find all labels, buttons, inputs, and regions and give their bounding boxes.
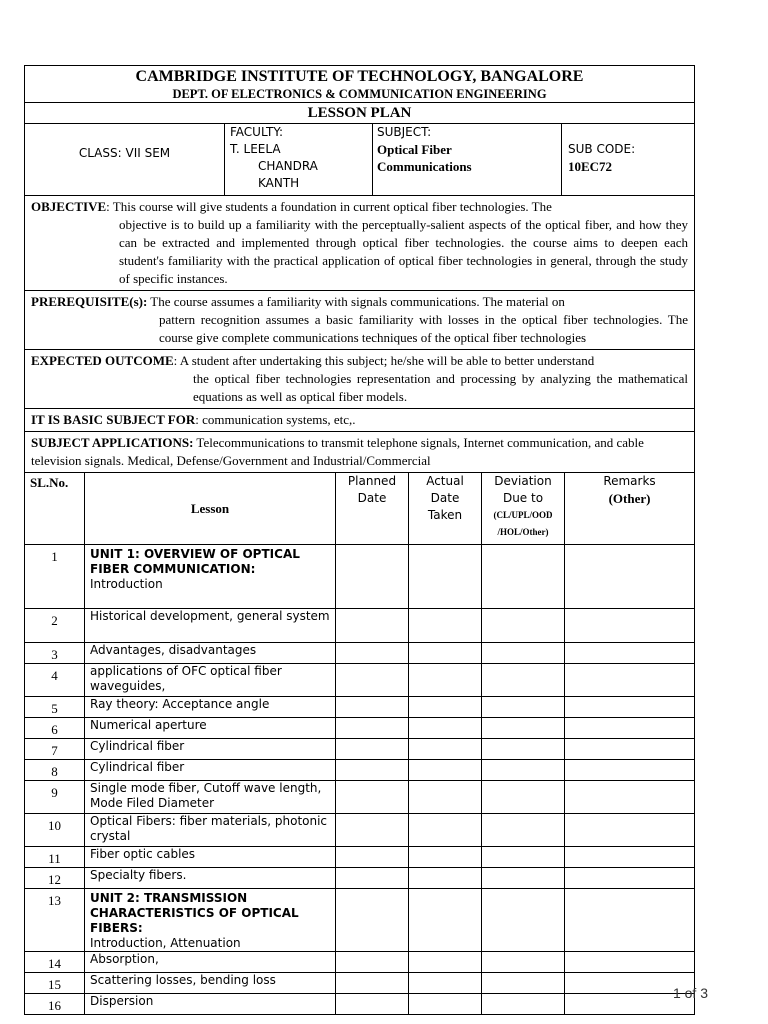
- row-number: 2: [25, 609, 85, 643]
- col-header-slno: SL.No.: [25, 473, 85, 545]
- deviation-cell: [482, 973, 565, 994]
- col-header-planned: [336, 473, 409, 545]
- row-number: 5: [25, 697, 85, 718]
- lesson-rows: [25, 545, 695, 1015]
- row-number: 10: [25, 814, 85, 847]
- deviation-cell: [482, 952, 565, 973]
- lesson-cell: [85, 760, 336, 781]
- faculty-cell: [225, 124, 373, 196]
- row-number: 3: [25, 643, 85, 664]
- prerequisite-text-first: The course assumes a familiarity with signals communications. The material on: [147, 294, 565, 309]
- row-number: 9: [25, 781, 85, 814]
- col-header-lesson: Lesson: [85, 473, 336, 545]
- deviation-cell: [482, 697, 565, 718]
- actual-date-cell: [409, 847, 482, 868]
- planned-date-cell: [336, 739, 409, 760]
- outcome-text-first: : A student after undertaking this subject; he/she will be able to better understand: [173, 353, 595, 368]
- remarks-cell: [565, 868, 695, 889]
- basic-subject-text: : communication systems, etc,.: [195, 412, 356, 427]
- objective-text-rest: objective is to build up a familiarity with the perceptually-salient aspects of the optical fiber, and how they can be extracted and implemented through optical fiber technologies. the course aims to deepen each student's familiarity with the practical application of optical fiber technologies in general, through the study of specific instances.: [119, 217, 688, 286]
- table-row: [25, 643, 695, 664]
- table-row: [25, 994, 695, 1015]
- lesson-topic: Ray theory: Acceptance angle: [90, 697, 270, 711]
- prerequisite-label: PREREQUISITE(s):: [31, 294, 148, 309]
- remarks-cell: [565, 643, 695, 664]
- actual-date-cell: [409, 994, 482, 1015]
- lesson-topic: Specialty fibers.: [90, 868, 187, 882]
- lesson-cell: [85, 814, 336, 847]
- actual-date-cell: [409, 697, 482, 718]
- actual-date-cell: [409, 868, 482, 889]
- lesson-topic: Optical Fibers: fiber materials, photonic crystal: [90, 814, 328, 843]
- planned-date-cell: [336, 781, 409, 814]
- actual-date-cell: [409, 973, 482, 994]
- table-row: [25, 760, 695, 781]
- col-header-planned-label: Planned Date: [347, 474, 397, 505]
- lesson-cell: [85, 609, 336, 643]
- actual-date-cell: [409, 609, 482, 643]
- faculty-name-line3: KANTH: [258, 176, 300, 190]
- document-title: LESSON PLAN: [25, 103, 695, 124]
- lesson-cell: [85, 664, 336, 697]
- lesson-cell: [85, 973, 336, 994]
- table-row: [25, 697, 695, 718]
- row-number: 14: [25, 952, 85, 973]
- lesson-topic: Advantages, disadvantages: [90, 643, 257, 657]
- planned-date-cell: [336, 868, 409, 889]
- planned-date-cell: [336, 889, 409, 952]
- department-name: DEPT. OF ELECTRONICS & COMMUNICATION ENGINEERING: [25, 86, 695, 103]
- col-header-deviation-label: Deviation Due to: [494, 474, 552, 505]
- page-indicator: 1 of 3: [672, 985, 708, 1001]
- deviation-cell: [482, 609, 565, 643]
- lesson-topic: Introduction: [90, 577, 163, 591]
- lesson-topic: Cylindrical fiber: [90, 760, 185, 774]
- table-row: [25, 814, 695, 847]
- row-number: 4: [25, 664, 85, 697]
- planned-date-cell: [336, 643, 409, 664]
- remarks-cell: [565, 739, 695, 760]
- table-row: [25, 868, 695, 889]
- subject-label: SUBJECT:: [377, 125, 432, 139]
- lesson-topic: Single mode fiber, Cutoff wave length, Mode Filed Diameter: [90, 781, 322, 810]
- row-number: 15: [25, 973, 85, 994]
- col-header-remarks-other: (Other): [608, 491, 651, 506]
- row-number: 1: [25, 545, 85, 609]
- lesson-cell: [85, 952, 336, 973]
- lesson-topic: Cylindrical fiber: [90, 739, 185, 753]
- subcode-label: SUB CODE:: [568, 142, 636, 156]
- lesson-cell: [85, 868, 336, 889]
- lesson-topic: applications of OFC optical fiber waveguides,: [90, 664, 282, 693]
- applications-section: [25, 432, 695, 473]
- actual-date-cell: [409, 545, 482, 609]
- lesson-plan-document: [24, 65, 694, 1015]
- objective-text-first: : This course will give students a foundation in current optical fiber technologies. The: [106, 199, 552, 214]
- row-number: 7: [25, 739, 85, 760]
- remarks-cell: [565, 814, 695, 847]
- deviation-cell: [482, 847, 565, 868]
- actual-date-cell: [409, 952, 482, 973]
- applications-text: Telecommunications to transmit telephone signals, Internet communication, and cable television signals. Medical, Defense/Government and Industrial/Commercial: [31, 435, 644, 468]
- actual-date-cell: [409, 889, 482, 952]
- actual-date-cell: [409, 643, 482, 664]
- remarks-cell: [565, 760, 695, 781]
- deviation-cell: [482, 889, 565, 952]
- lesson-topic: Dispersion: [90, 994, 154, 1008]
- table-row: [25, 664, 695, 697]
- col-header-actual-label: Actual Date Taken: [426, 474, 464, 522]
- table-row: [25, 889, 695, 952]
- col-header-remarks-label: Remarks: [603, 474, 656, 488]
- lesson-cell: [85, 718, 336, 739]
- lesson-cell: [85, 697, 336, 718]
- subcode-cell: [562, 124, 695, 196]
- col-header-remarks: [565, 473, 695, 545]
- remarks-cell: [565, 664, 695, 697]
- table-row: [25, 847, 695, 868]
- basic-subject-label: IT IS BASIC SUBJECT FOR: [31, 412, 196, 427]
- lesson-table: [24, 472, 695, 1015]
- lesson-topic: Scattering losses, bending loss: [90, 973, 276, 987]
- deviation-cell: [482, 739, 565, 760]
- outcome-section: [25, 350, 695, 409]
- applications-label: SUBJECT APPLICATIONS:: [31, 435, 194, 450]
- planned-date-cell: [336, 973, 409, 994]
- subject-cell: [373, 124, 562, 196]
- actual-date-cell: [409, 739, 482, 760]
- subcode-value: 10EC72: [568, 159, 613, 174]
- deviation-cell: [482, 643, 565, 664]
- remarks-cell: [565, 697, 695, 718]
- remarks-cell: [565, 847, 695, 868]
- planned-date-cell: [336, 718, 409, 739]
- col-header-actual: [409, 473, 482, 545]
- planned-date-cell: [336, 952, 409, 973]
- table-row: [25, 609, 695, 643]
- planned-date-cell: [336, 609, 409, 643]
- table-row: [25, 781, 695, 814]
- table-row: [25, 952, 695, 973]
- lesson-topic: Introduction, Attenuation: [90, 936, 241, 950]
- planned-date-cell: [336, 760, 409, 781]
- actual-date-cell: [409, 760, 482, 781]
- col-header-deviation: [482, 473, 565, 545]
- planned-date-cell: [336, 814, 409, 847]
- deviation-cell: [482, 781, 565, 814]
- subject-name-line2: Communications: [377, 159, 472, 174]
- deviation-cell: [482, 868, 565, 889]
- lesson-topic: Fiber optic cables: [90, 847, 196, 861]
- remarks-cell: [565, 545, 695, 609]
- unit-heading: UNIT 2: TRANSMISSION CHARACTERISTICS OF OPTICAL FIBERS:: [90, 891, 299, 935]
- objective-section: [25, 196, 695, 291]
- deviation-cell: [482, 814, 565, 847]
- row-number: 13: [25, 889, 85, 952]
- lesson-cell: [85, 643, 336, 664]
- class-cell: [25, 124, 225, 196]
- prerequisite-text-rest: pattern recognition assumes a basic familiarity with losses in the optical fiber technologies. The course give complete communications techniques of the optical fiber technologies: [159, 312, 688, 345]
- lesson-cell: [85, 847, 336, 868]
- unit-heading: UNIT 1: OVERVIEW OF OPTICAL FIBER COMMUNICATION:: [90, 547, 300, 576]
- table-row: [25, 739, 695, 760]
- actual-date-cell: [409, 718, 482, 739]
- row-number: 6: [25, 718, 85, 739]
- header-table: [24, 65, 695, 473]
- lesson-cell: [85, 781, 336, 814]
- lesson-cell: [85, 994, 336, 1015]
- lesson-topic: Numerical aperture: [90, 718, 207, 732]
- basic-subject-section: [25, 409, 695, 432]
- lesson-cell: [85, 545, 336, 609]
- row-number: 16: [25, 994, 85, 1015]
- table-row: [25, 718, 695, 739]
- faculty-name-line1: T. LEELA: [230, 142, 281, 156]
- lesson-cell: [85, 889, 336, 952]
- col-header-deviation-codes: (CL/UPL/OOD /HOL/Other): [493, 510, 553, 537]
- table-row: [25, 545, 695, 609]
- row-number: 11: [25, 847, 85, 868]
- remarks-cell: [565, 781, 695, 814]
- deviation-cell: [482, 760, 565, 781]
- row-number: 8: [25, 760, 85, 781]
- deviation-cell: [482, 994, 565, 1015]
- subject-name-line1: Optical Fiber: [377, 142, 452, 157]
- planned-date-cell: [336, 664, 409, 697]
- actual-date-cell: [409, 664, 482, 697]
- outcome-label: EXPECTED OUTCOME: [31, 353, 174, 368]
- lesson-cell: [85, 739, 336, 760]
- deviation-cell: [482, 664, 565, 697]
- deviation-cell: [482, 718, 565, 739]
- objective-label: OBJECTIVE: [31, 199, 107, 214]
- lesson-topic: Historical development, general system: [90, 609, 330, 623]
- faculty-name-line2: CHANDRA: [258, 159, 318, 173]
- institute-name: CAMBRIDGE INSTITUTE OF TECHNOLOGY, BANGALORE: [25, 66, 695, 87]
- planned-date-cell: [336, 994, 409, 1015]
- actual-date-cell: [409, 814, 482, 847]
- class-label: CLASS: VII SEM: [78, 146, 171, 160]
- planned-date-cell: [336, 545, 409, 609]
- planned-date-cell: [336, 697, 409, 718]
- lesson-topic: Absorption,: [90, 952, 159, 966]
- prerequisite-section: [25, 291, 695, 350]
- remarks-cell: [565, 718, 695, 739]
- remarks-cell: [565, 609, 695, 643]
- faculty-label: FACULTY:: [230, 125, 284, 139]
- planned-date-cell: [336, 847, 409, 868]
- deviation-cell: [482, 545, 565, 609]
- remarks-cell: [565, 952, 695, 973]
- row-number: 12: [25, 868, 85, 889]
- remarks-cell: [565, 889, 695, 952]
- actual-date-cell: [409, 781, 482, 814]
- outcome-text-rest: the optical fiber technologies representation and processing by analyzing the mathematical equations as well as optical fiber models.: [193, 371, 688, 404]
- table-row: [25, 973, 695, 994]
